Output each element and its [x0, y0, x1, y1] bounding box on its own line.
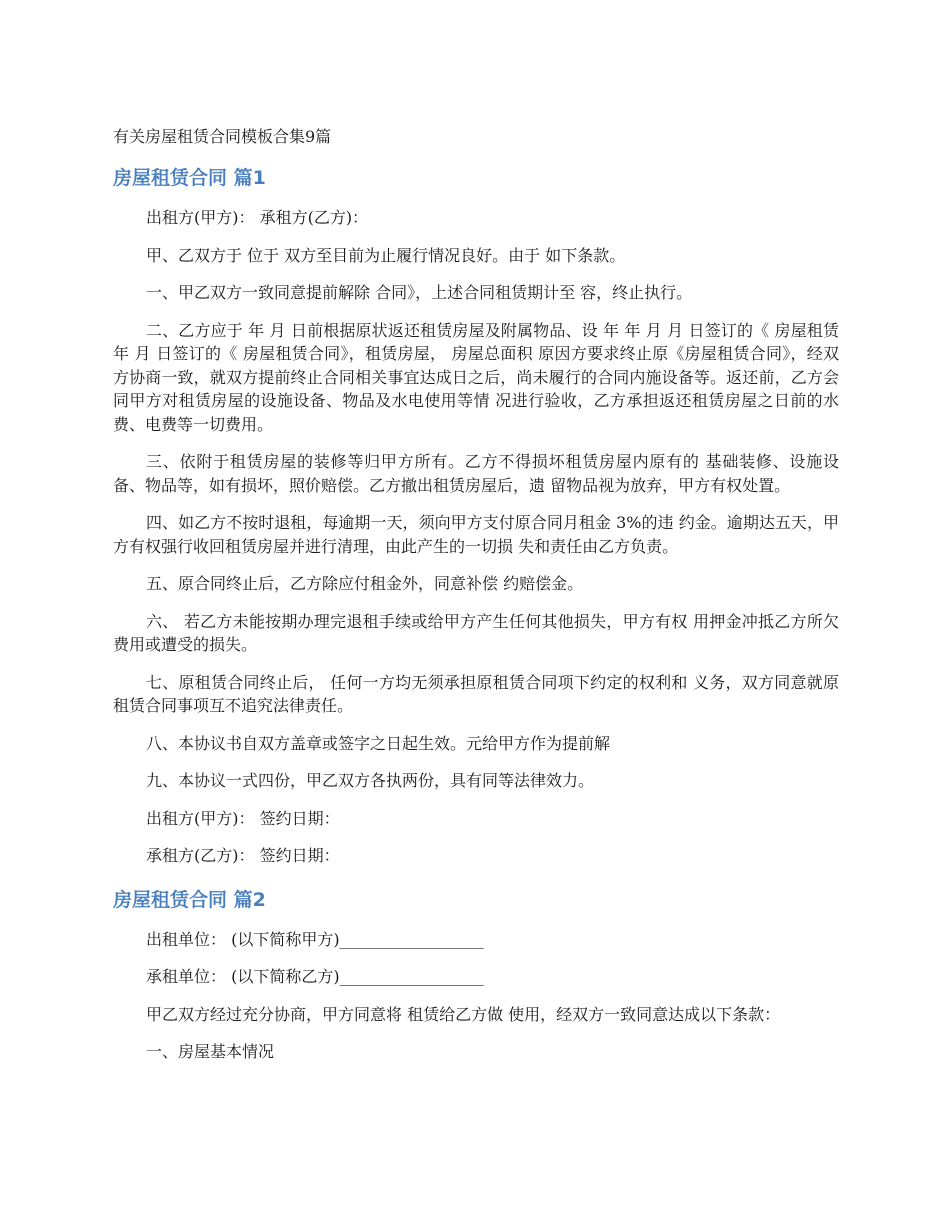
document-page [113, 124, 839, 1078]
clause-7: 七、原租赁合同终止后， 任何一方均无须承担原租赁合同项下约定的权利和 义务，双方同意就原租赁合同事项互不追究法律责任。 [113, 672, 839, 715]
signature-line-lessor: 出租方(甲方)： 签约日期： [146, 808, 340, 828]
section-1 [113, 164, 839, 868]
lessee-unit-line: 承租单位： (以下简称乙方)__________________ [146, 967, 484, 986]
clause-8: 八、本协议书自双方盖章或签字之日起生效。元给甲方作为提前解 [146, 733, 611, 753]
section-heading: 房屋租赁合同 篇1 [113, 167, 266, 189]
clause-2: 二、乙方应于 年 月 日前根据原状返还租赁房屋及附属物品、设 年 年 月 月 日签订的《 房屋租赁 年 月 日签订的《 房屋租赁合同》，租赁房屋， 房屋总面积 原因方要求终止原《房屋租赁合同》，经双方协商一致，就双方提前终止合同相关事宜达成日之后，尚未履行的合同内施设备等。返还前，乙方会同甲方对租赁房屋的设施设备、物品及水电使用等情 况进行验收，乙方承担返还租赁房屋之日前的水费、电费等一切费用。 [113, 320, 839, 434]
clause-9: 九、本协议一式四份，甲乙双方各执两份，具有同等法律效力。 [146, 771, 595, 790]
clause-5: 五、原合同终止后，乙方除应付租金外，同意补偿 约赔偿金。 [146, 574, 584, 593]
paragraph: 甲乙双方经过充分协商，甲方同意将 租赁给乙方做 使用，经双方一致同意达成以下条款： [146, 1004, 781, 1024]
clause-6: 六、 若乙方未能按期办理完退租手续或给甲方产生任何其他损失，甲方有权 用押金冲抵乙方所欠费用或遭受的损失。 [113, 611, 839, 654]
document-title: 有关房屋租赁合同模板合集9篇 [113, 127, 332, 146]
party-line: 出租方(甲方)： 承租方(乙方)： [146, 208, 369, 227]
signature-line-lessee: 承租方(乙方)： 签约日期： [146, 846, 340, 865]
clause-4: 四、如乙方不按时退租，每逾期一天，须向甲方支付原合同月租金 3%的违 约金。逾期达五天，甲方有权强行收回租赁房屋并进行清理，由此产生的一切损 失和责任由乙方负责。 [113, 513, 839, 556]
clause-3: 三、依附于租赁房屋的装修等归甲方所有。乙方不得损坏租赁房屋内原有的 基础装修、设施设备、物品等，如有损坏，照价赔偿。乙方撤出租赁房屋后，遗 留物品视为放弃，甲方有权处置。 [113, 452, 839, 495]
lessor-unit-line: 出租单位： (以下简称甲方)__________________ [146, 929, 484, 949]
clause-1: 一、甲乙双方一致同意提前解除 合同》，上述合同租赁期计至 容，终止执行。 [146, 283, 693, 302]
clause-1: 一、房屋基本情况 [146, 1042, 275, 1061]
section-heading: 房屋租赁合同 篇2 [113, 888, 266, 911]
section-2 [113, 886, 839, 1064]
paragraph: 甲、乙双方于 位于 双方至目前为止履行情况良好。由于 如下条款。 [146, 245, 626, 265]
